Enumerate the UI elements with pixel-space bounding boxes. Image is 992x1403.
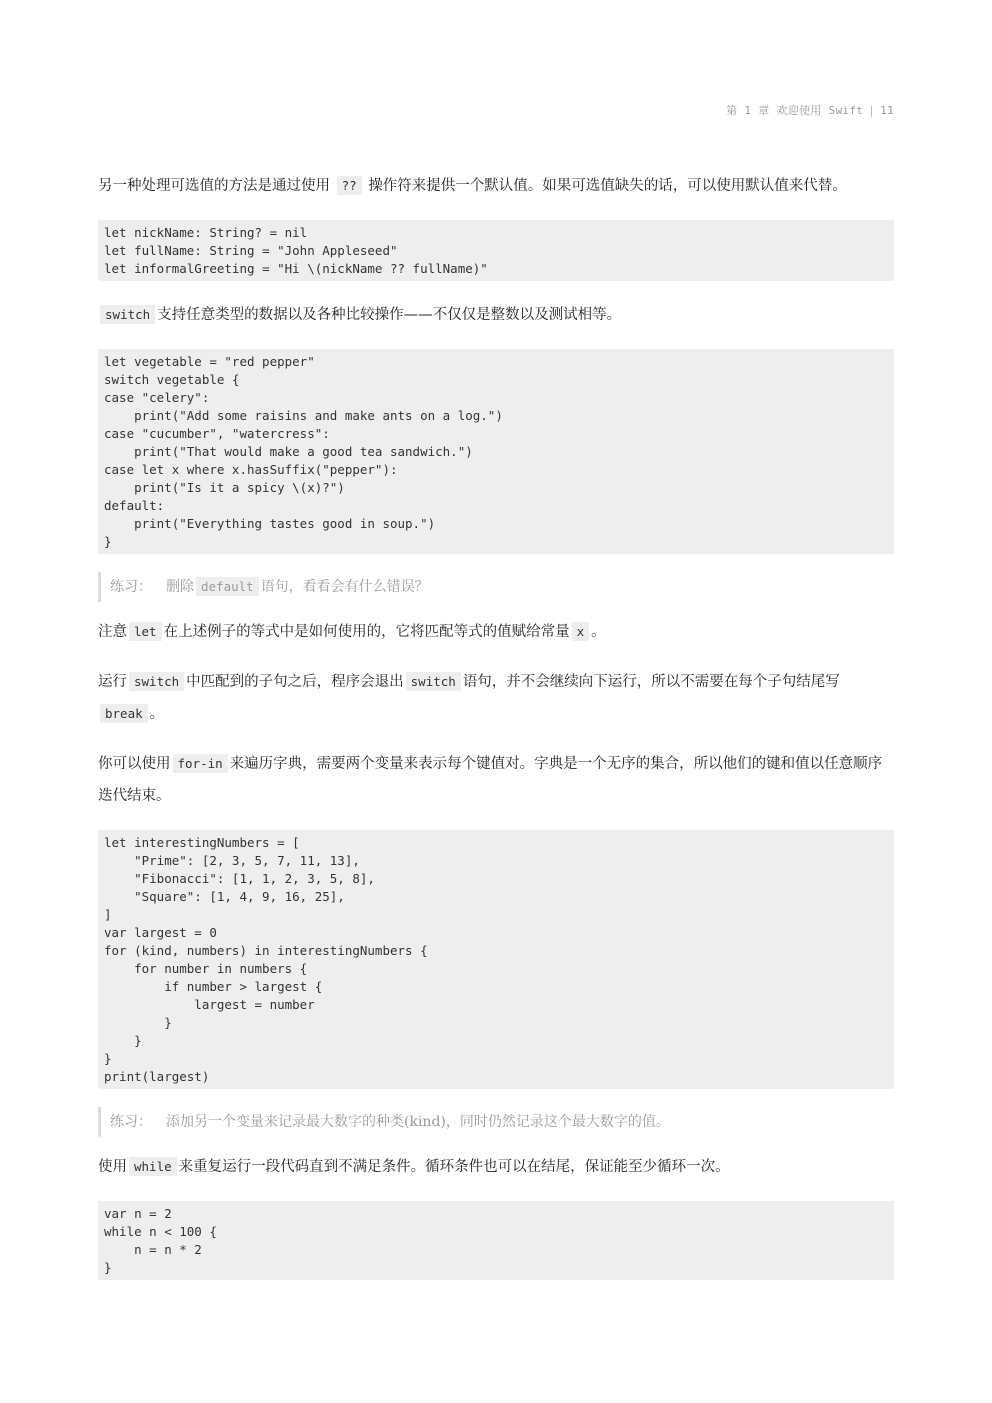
exercise-note-kind	[98, 1107, 894, 1137]
exercise-text: 删除	[166, 579, 194, 595]
inline-code-while: while	[129, 1157, 177, 1176]
exercise-text: 语句，看看会有什么错误？	[260, 579, 429, 595]
paragraph-for-in-dictionary	[98, 748, 894, 812]
code-block-while-loop: var n = 2 while n < 100 { n = n * 2 }	[98, 1201, 894, 1280]
header-chapter-title: 第 1 章 欢迎使用 Swift	[726, 104, 864, 117]
paragraph-text: 注意	[98, 624, 127, 640]
inline-code-switch: switch	[406, 672, 461, 691]
inline-code-for-in: for-in	[173, 754, 228, 773]
inline-code-let: let	[129, 622, 162, 641]
paragraph-text: 你可以使用	[98, 756, 171, 772]
paragraph-text: 来遍历字典，需要两个变量来表示每个键值对。字典是一个无序的集合，所以他们的键和值以任意顺序迭代结束。	[98, 756, 883, 804]
inline-code-break: break	[100, 704, 148, 723]
content-flow	[98, 170, 894, 1298]
paragraph-text: 另一种处理可选值的方法是通过使用	[98, 178, 330, 194]
paragraph-text: 操作符来提供一个默认值。如果可选值缺失的话，可以使用默认值来代替。	[368, 178, 847, 194]
paragraph-text: 在上述例子的等式中是如何使用的，它将匹配等式的值赋给常量	[163, 624, 570, 640]
paragraph-text: 支持任意类型的数据以及各种比较操作——不仅仅是整数以及测试相等。	[157, 307, 622, 323]
inline-code-default: default	[196, 577, 259, 596]
paragraph-text: 语句，并不会继续向下运行，所以不需要在每个子句结尾写	[462, 674, 840, 690]
paragraph-text: 运行	[98, 674, 127, 690]
paragraph-let-pattern	[98, 616, 894, 648]
header-page-number: 11	[880, 104, 894, 117]
paragraph-text: 来重复运行一段代码直到不满足条件。循环条件也可以在结尾，保证能至少循环一次。	[178, 1159, 730, 1175]
exercise-text: 添加另一个变量来记录最大数字的种类(kind)，同时仍然记录这个最大数字的值。	[166, 1114, 670, 1130]
paragraph-text: 使用	[98, 1159, 127, 1175]
paragraph-switch-intro	[98, 299, 894, 331]
paragraph-text: 。	[149, 706, 165, 722]
header-separator: |	[868, 104, 876, 117]
paragraph-switch-exit	[98, 666, 894, 730]
exercise-label: 练习：	[110, 579, 152, 595]
paragraph-text: 。	[591, 624, 606, 640]
document-page	[98, 0, 894, 1403]
inline-code-x: x	[572, 622, 590, 641]
code-block-optional-default: let nickName: String? = nil let fullName: String = "John Appleseed" let informalGreeting = "Hi \(nickName ?? fullName)"	[98, 220, 894, 281]
paragraph-nil-coalescing	[98, 170, 894, 202]
code-block-switch-example: let vegetable = "red pepper" switch vegetable { case "celery": print("Add some raisins and make ants on a log.") case "cucumber", "watercress": print("That would make a good tea sandwich.") case let x where x.hasSuffix("pepper"): print("Is it a spicy \(x)?") default: print("Everything tastes good in soup.") }	[98, 349, 894, 554]
exercise-label: 练习：	[110, 1114, 152, 1130]
running-header	[726, 102, 894, 118]
inline-code-switch: switch	[100, 305, 155, 324]
paragraph-while-loop	[98, 1151, 894, 1183]
paragraph-text: 中匹配到的子句之后，程序会退出	[186, 674, 404, 690]
inline-code-nil-coalescing-operator: ??	[337, 176, 362, 195]
inline-code-switch: switch	[129, 672, 184, 691]
code-block-for-in-dictionary: let interestingNumbers = [ "Prime": [2, 3, 5, 7, 11, 13], "Fibonacci": [1, 1, 2, 3, 5, 8], "Square": [1, 4, 9, 16, 25], ] var largest = 0 for (kind, numbers) in interestingNumbers { for number in numbers { if number > largest { largest = number } } } print(largest)	[98, 830, 894, 1089]
exercise-note-default	[98, 572, 894, 602]
